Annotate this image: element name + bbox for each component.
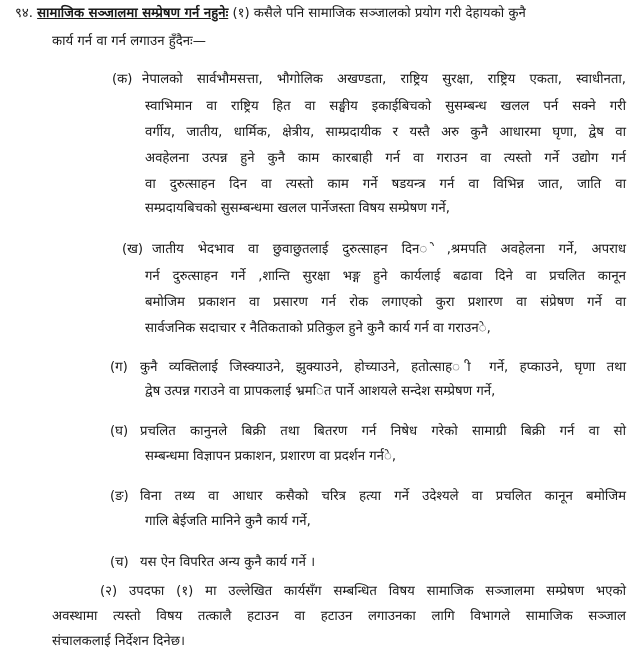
clause-gha-line: सम्बन्धमा विज्ञापन प्रकाशन, प्रशारण वा प्रदर्शन गर्न◌े, [145,449,397,464]
clause-ka-line: स्वाभिमान वा राष्ट्रिय हित वा सङ्घीय इकाईबिचको सुसम्बन्ध खलल पर्न सक्ने गरी [145,99,626,114]
clause-ka-line: सम्प्रदायबिचको सुसम्बन्धमा खलल पार्नेजस्ता विषय सम्प्रेषण गर्ने, [145,201,450,216]
clause-ga-line: कुनै व्यक्तिलाई जिस्क्याउने, झुक्याउने, होच्याउने, हतोत्साह◌ी गर्ने, हप्काउने, घृणा तथा [140,360,626,375]
section-heading-line [15,4,627,24]
clause-ga-label: (ग) [110,360,128,375]
clause-kha-line: सार्वजनिक सदाचार र नैतिकताको प्रतिकुल हुने कुनै कार्य गर्न वा गराउन◌े, [145,321,491,336]
clause-gha-label: (घ) [110,424,129,439]
clause-ka-line: वा दुरुत्साहन दिन वा त्यस्तो काम गर्ने षडयन्त्र गर्न वा विभिन्न जात, जाति वा [145,177,626,192]
subsection-2-line: संचालकलाई निर्देशन दिनेछ। [52,634,185,649]
clause-nga-line: गालि बेईजति मानिने कुनै कार्य गर्ने, [145,514,311,529]
clause-cha-label: (च) [110,555,129,570]
subsection-2-line: (२) उपदफा (१) मा उल्लेखित कार्यसँग सम्बन्धित विषय सामाजिक सञ्जालमा सम्प्रेषण भएको [100,584,626,599]
clause-kha-label: (ख) [122,242,144,257]
clause-kha-line: बमोजिम प्रकाशन वा प्रसारण गर्न रोक लगाएको कुरा प्रशारण वा संप्रेषण गर्ने वा [145,295,626,310]
section-number: ९४. [15,6,33,21]
clause-gha-line: प्रचलित कानुनले बिक्री तथा बितरण गर्न निषेध गरेको सामाग्री बिक्री गर्न वा सो [140,424,626,439]
clause-nga-line: विना तथ्य वा आधार कसैको चरित्र हत्या गर्ने उदेश्यले वा प्रचलित कानून बमोजिम [140,489,626,504]
subsection-2-line: अवस्थामा त्यस्तो विषय तत्कालै हटाउन वा हटाउन लगाउन‍का लागि विभागले सामाजिक सञ्जाल [52,609,626,624]
clause-ka-label: (क) [112,72,133,87]
clause-kha-line: गर्न दुरुत्साहन गर्ने ,शान्ति सुरक्षा भङ्ग हुने कार्यलाई बढावा दिने वा प्रचलित कानून [145,269,626,284]
clause-ka-line: अवहेलना उत्पन्न हुने कुनै काम कारबाही गर्न वा गराउन वा त्यस्तो गर्ने उद्योग गर्न [145,151,626,166]
subsection-1-intro: (१) कसैले पनि सामाजिक सञ्जालको प्रयोग गरी देहायको कुनै [232,6,526,21]
clause-cha-line: यस ऐन विपरित अन्य कुनै कार्य गर्ने । [140,555,316,570]
clause-nga-label: (ङ) [110,489,129,504]
clause-kha-line: जातीय भेदभाव वा छुवाछुतलाई दुरुत्साहन दिन◌े,श्रमपति अवहेलना गर्ने, अपराध [152,242,626,257]
clause-ga-line: द्वेष उत्पन्न गराउने वा प्रापकलाई भ्रम◌ित पार्ने आशयले सन्देश सम्प्रेषण गर्ने, [145,384,496,399]
clause-ka-line: वर्गीय, जातीय, धार्मिक, क्षेत्रीय, साम्प्रदायीक र यस्तै अरु कुनै आधारमा घृणा, द्वेष वा [145,125,626,140]
section-title: सामाजिक सञ्जालमा सम्प्रेषण गर्न नहुनेः [37,6,229,21]
subsection-1-intro-cont: कार्य गर्न वा गर्न लगाउन हुँदैनः— [52,34,206,49]
clause-ka-line: नेपालको सार्वभौमसत्ता, भौगोलिक अखण्डता, राष्ट्रिय सुरक्षा, राष्ट्रिय एकता, स्वाधीनता, [142,72,626,87]
